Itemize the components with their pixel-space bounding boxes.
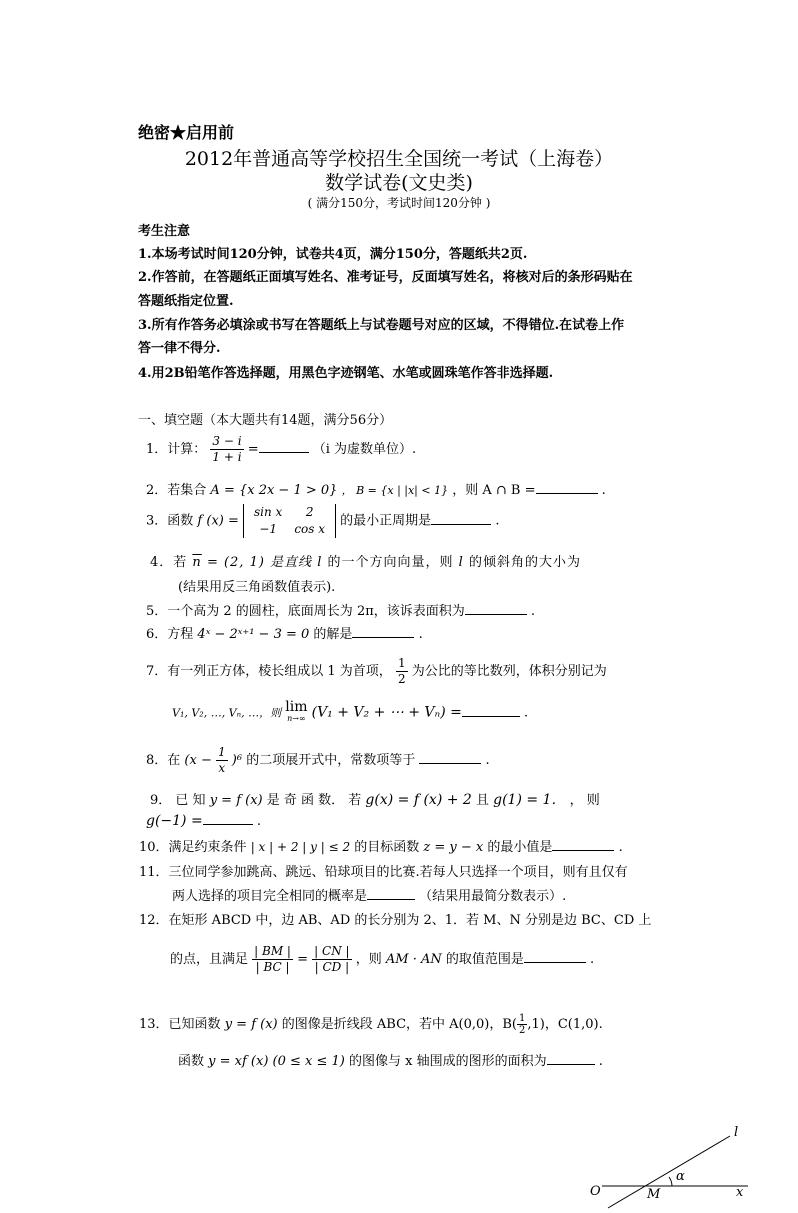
q13-text: 的图像是折线段 ABC，若中 A(0,0)，B(	[281, 1017, 517, 1032]
q6-prefix: 6．方程	[146, 627, 194, 642]
secret-label: 绝密★启用前	[138, 123, 235, 142]
q7-numerator: 1	[397, 656, 406, 670]
q3-function: f (x) =	[197, 513, 239, 529]
notice-item: 答题纸指定位置.	[138, 294, 234, 309]
det-entry: −1	[259, 522, 278, 536]
q13-text: 的图像与 x 轴围成的图形的面积为	[349, 1054, 547, 1069]
q7-text: 7．有一列正方体，棱长组成以 1 为首项，	[146, 664, 392, 679]
q8-denominator: x	[218, 761, 226, 775]
q9-text: ， 则	[569, 793, 600, 808]
q8-expr: (x −	[184, 753, 212, 768]
det-entry: cos x	[294, 522, 326, 536]
q12-denominator: | BC |	[255, 960, 290, 974]
section-heading: 一、填空题（本大题共有14题，满分56分）	[138, 413, 393, 428]
q3-determinant	[243, 504, 336, 538]
q4-line-l: l	[458, 555, 464, 570]
q10-prefix: 10．满足约束条件	[139, 840, 247, 855]
q13-fraction	[517, 1013, 527, 1036]
label-O: O	[590, 1184, 601, 1199]
q4-text: 的一个方向向量，则	[327, 555, 454, 570]
q11-text: 两人选择的项目完全相同的概率是	[172, 889, 368, 904]
q10-suffix: 的最小值是	[487, 840, 553, 855]
question-9-line2	[146, 812, 261, 829]
q9-g1: g(1) = 1．	[493, 792, 566, 808]
q13-text: 13．已知函数	[139, 1017, 221, 1032]
answer-blank[interactable]	[367, 887, 415, 900]
question-12: 12．在矩形 ABCD 中，边 AB、AD 的长分别为 2、1．若 M、N 分别是边 BC、CD 上	[139, 913, 652, 928]
q9-ask: g(−1) =	[146, 813, 203, 829]
question-8	[146, 745, 490, 776]
q5-end: .	[530, 604, 536, 619]
q11-text: （结果用最简分数表示）.	[419, 889, 567, 904]
exam-info: ( 满分150分，考试时间120分钟 )	[307, 196, 491, 210]
angle-arc	[669, 1177, 672, 1186]
q13-function: y = f (x)	[224, 1017, 278, 1032]
notice-item: 答一律不得分.	[138, 341, 221, 356]
q1-numerator: 3 − i	[212, 434, 242, 448]
q8-suffix: 的二项展开式中，常数项等于	[246, 753, 416, 768]
q7-sequence: V₁, V₂, …, Vₙ, …，则	[172, 706, 282, 720]
q2-set-a: A = {x 2x − 1 > 0}	[210, 483, 338, 498]
q7-lim: lim	[285, 699, 308, 715]
q9-text: 是 奇 函 数． 若	[266, 793, 362, 808]
q12-equals: =	[297, 952, 309, 967]
notice-item: 1.本场考试时间120分钟，试卷共4页，满分150分，答题纸共2页.	[138, 247, 528, 262]
answer-blank[interactable]	[465, 602, 527, 615]
q12-text: ，则	[355, 952, 382, 967]
label-x: x	[736, 1185, 744, 1200]
q10-target: z = y − x	[423, 840, 484, 855]
det-entry: sin x	[254, 505, 283, 519]
q3-prefix: 3．函数	[146, 513, 194, 529]
q8-expr: )⁶	[231, 753, 243, 768]
q9-end: .	[256, 814, 261, 829]
q12-numerator: | CN |	[314, 944, 350, 958]
answer-blank[interactable]	[419, 751, 481, 764]
q3-suffix: 的最小正周期是	[340, 513, 432, 529]
q12-text: 的取值范围是	[445, 952, 524, 967]
q13-denominator: 2	[518, 1025, 526, 1036]
answer-blank[interactable]	[462, 704, 520, 717]
label-M: M	[647, 1187, 661, 1202]
q13-numerator: 1	[518, 1013, 526, 1024]
question-7	[146, 656, 607, 687]
q7-text: 为公比的等比数列，体积分别记为	[411, 664, 607, 679]
question-6	[146, 623, 423, 642]
q9-g-def: g(x) = f (x) + 2	[365, 792, 472, 808]
q2-end: .	[601, 483, 606, 498]
q2-prefix: 2．若集合	[146, 483, 207, 498]
q7-limit	[285, 699, 308, 724]
q13-end: .	[598, 1054, 603, 1069]
q8-prefix: 8．在	[146, 753, 181, 768]
q6-end: .	[418, 627, 423, 642]
label-l: l	[734, 1125, 739, 1140]
label-alpha: α	[676, 1169, 685, 1184]
q12-numerator: | BM |	[254, 944, 291, 958]
q13-function: y = xf (x) (0 ≤ x ≤ 1)	[208, 1054, 345, 1069]
q12-text: 的点，且满足	[170, 952, 249, 967]
q4-text: = (2, 1) 是直线	[206, 555, 313, 570]
notice-item: 4.用2B铅笔作答选择题，用黑色字迹钢笔、水笔或圆珠笔作答非选择题.	[138, 366, 554, 381]
q2-set-b: ， B = {x | |x| < 1}	[341, 484, 449, 497]
q10-mid: 的目标函数	[354, 840, 420, 855]
answer-blank[interactable]	[552, 838, 614, 851]
question-3	[146, 504, 499, 538]
answer-blank[interactable]	[259, 440, 309, 453]
q8-fraction	[216, 745, 228, 776]
question-11: 11．三位同学参加跳高、跳远、铅球项目的比赛.若每人只选择一个项目，则有且仅有	[139, 865, 628, 880]
q1-prefix: 1．计算：	[146, 442, 207, 457]
question-13-line2	[178, 1050, 603, 1069]
question-12-line2	[170, 944, 594, 975]
q6-equation: 4ˣ − 2ˣ⁺¹ − 3 = 0	[197, 627, 310, 642]
question-10	[139, 836, 623, 855]
q10-end: .	[618, 840, 623, 855]
q12-end: .	[590, 952, 595, 967]
q8-end: .	[485, 753, 490, 768]
notice-item: 2.作答前，在答题纸正面填写姓名、准考证号，反面填写姓名，将核对后的条形码贴在	[138, 270, 633, 285]
q4-text: 的倾斜角的大小为	[468, 555, 581, 570]
line-angle-figure	[580, 1120, 780, 1210]
q2-suffix: ，则 A ∩ B =	[452, 483, 536, 498]
notice-item: 3.所有作答务必填涂或书写在答题纸上与试卷题号对应的区域，不得错位.在试卷上作	[138, 318, 625, 333]
q7-lim-sub: n→∞	[287, 714, 306, 723]
q4-text: 4．若	[150, 555, 188, 570]
q8-numerator: 1	[218, 745, 226, 759]
q9-function: y = f (x)	[209, 793, 263, 808]
q12-dot-product: AM · AN	[385, 952, 442, 967]
q1-denominator: 1 + i	[212, 450, 242, 464]
q1-equals: =	[247, 442, 259, 457]
question-4	[150, 551, 581, 570]
q4-vector: $\overline{n}$	[192, 555, 202, 570]
q6-suffix: 的解是	[313, 627, 353, 642]
q7-fraction	[396, 656, 408, 687]
q4-line-l: l	[317, 555, 323, 570]
question-7-line2	[172, 699, 529, 724]
q3-end: .	[495, 513, 500, 529]
question-11-line2	[172, 885, 566, 904]
answer-blank[interactable]	[352, 625, 414, 638]
q9-text: 且	[475, 793, 489, 808]
question-1	[146, 434, 416, 465]
q7-end: .	[523, 705, 529, 721]
q13-text: 函数	[178, 1054, 205, 1069]
q1-fraction	[210, 434, 243, 465]
question-9	[150, 789, 600, 809]
question-13	[139, 1013, 603, 1036]
q9-text: 9． 已 知	[150, 793, 206, 808]
exam-subtitle: 数学试卷(文史类)	[325, 172, 473, 194]
det-entry: 2	[305, 505, 314, 519]
question-5	[146, 600, 535, 619]
q12-denominator: | CD |	[314, 960, 350, 974]
answer-blank[interactable]	[536, 481, 598, 494]
answer-blank[interactable]	[203, 812, 253, 825]
answer-blank[interactable]	[524, 950, 586, 963]
q1-suffix: （i 为虚数单位）.	[312, 442, 417, 457]
q10-condition: | x | + 2 | y | ≤ 2	[250, 840, 351, 854]
q12-fraction	[312, 944, 351, 975]
question-2	[146, 479, 606, 498]
answer-blank[interactable]	[431, 512, 491, 525]
answer-blank[interactable]	[547, 1052, 595, 1065]
q7-denominator: 2	[397, 672, 406, 686]
q12-fraction	[252, 944, 293, 975]
notice-heading: 考生注意	[138, 224, 191, 239]
exam-title: 2012年普通高等学校招生全国统一考试（上海卷）	[184, 148, 614, 170]
q13-text: ,1)，C(1,0).	[527, 1017, 603, 1032]
q7-expression: (V₁ + V₂ + ⋯ + Vₙ) =	[311, 704, 462, 721]
q5-text: 5．一个高为 2 的圆柱，底面周长为 2π，该诉表面积为	[146, 604, 465, 619]
question-4-line2: (结果用反三角函数值表示).	[178, 580, 336, 595]
line-l	[608, 1136, 730, 1208]
